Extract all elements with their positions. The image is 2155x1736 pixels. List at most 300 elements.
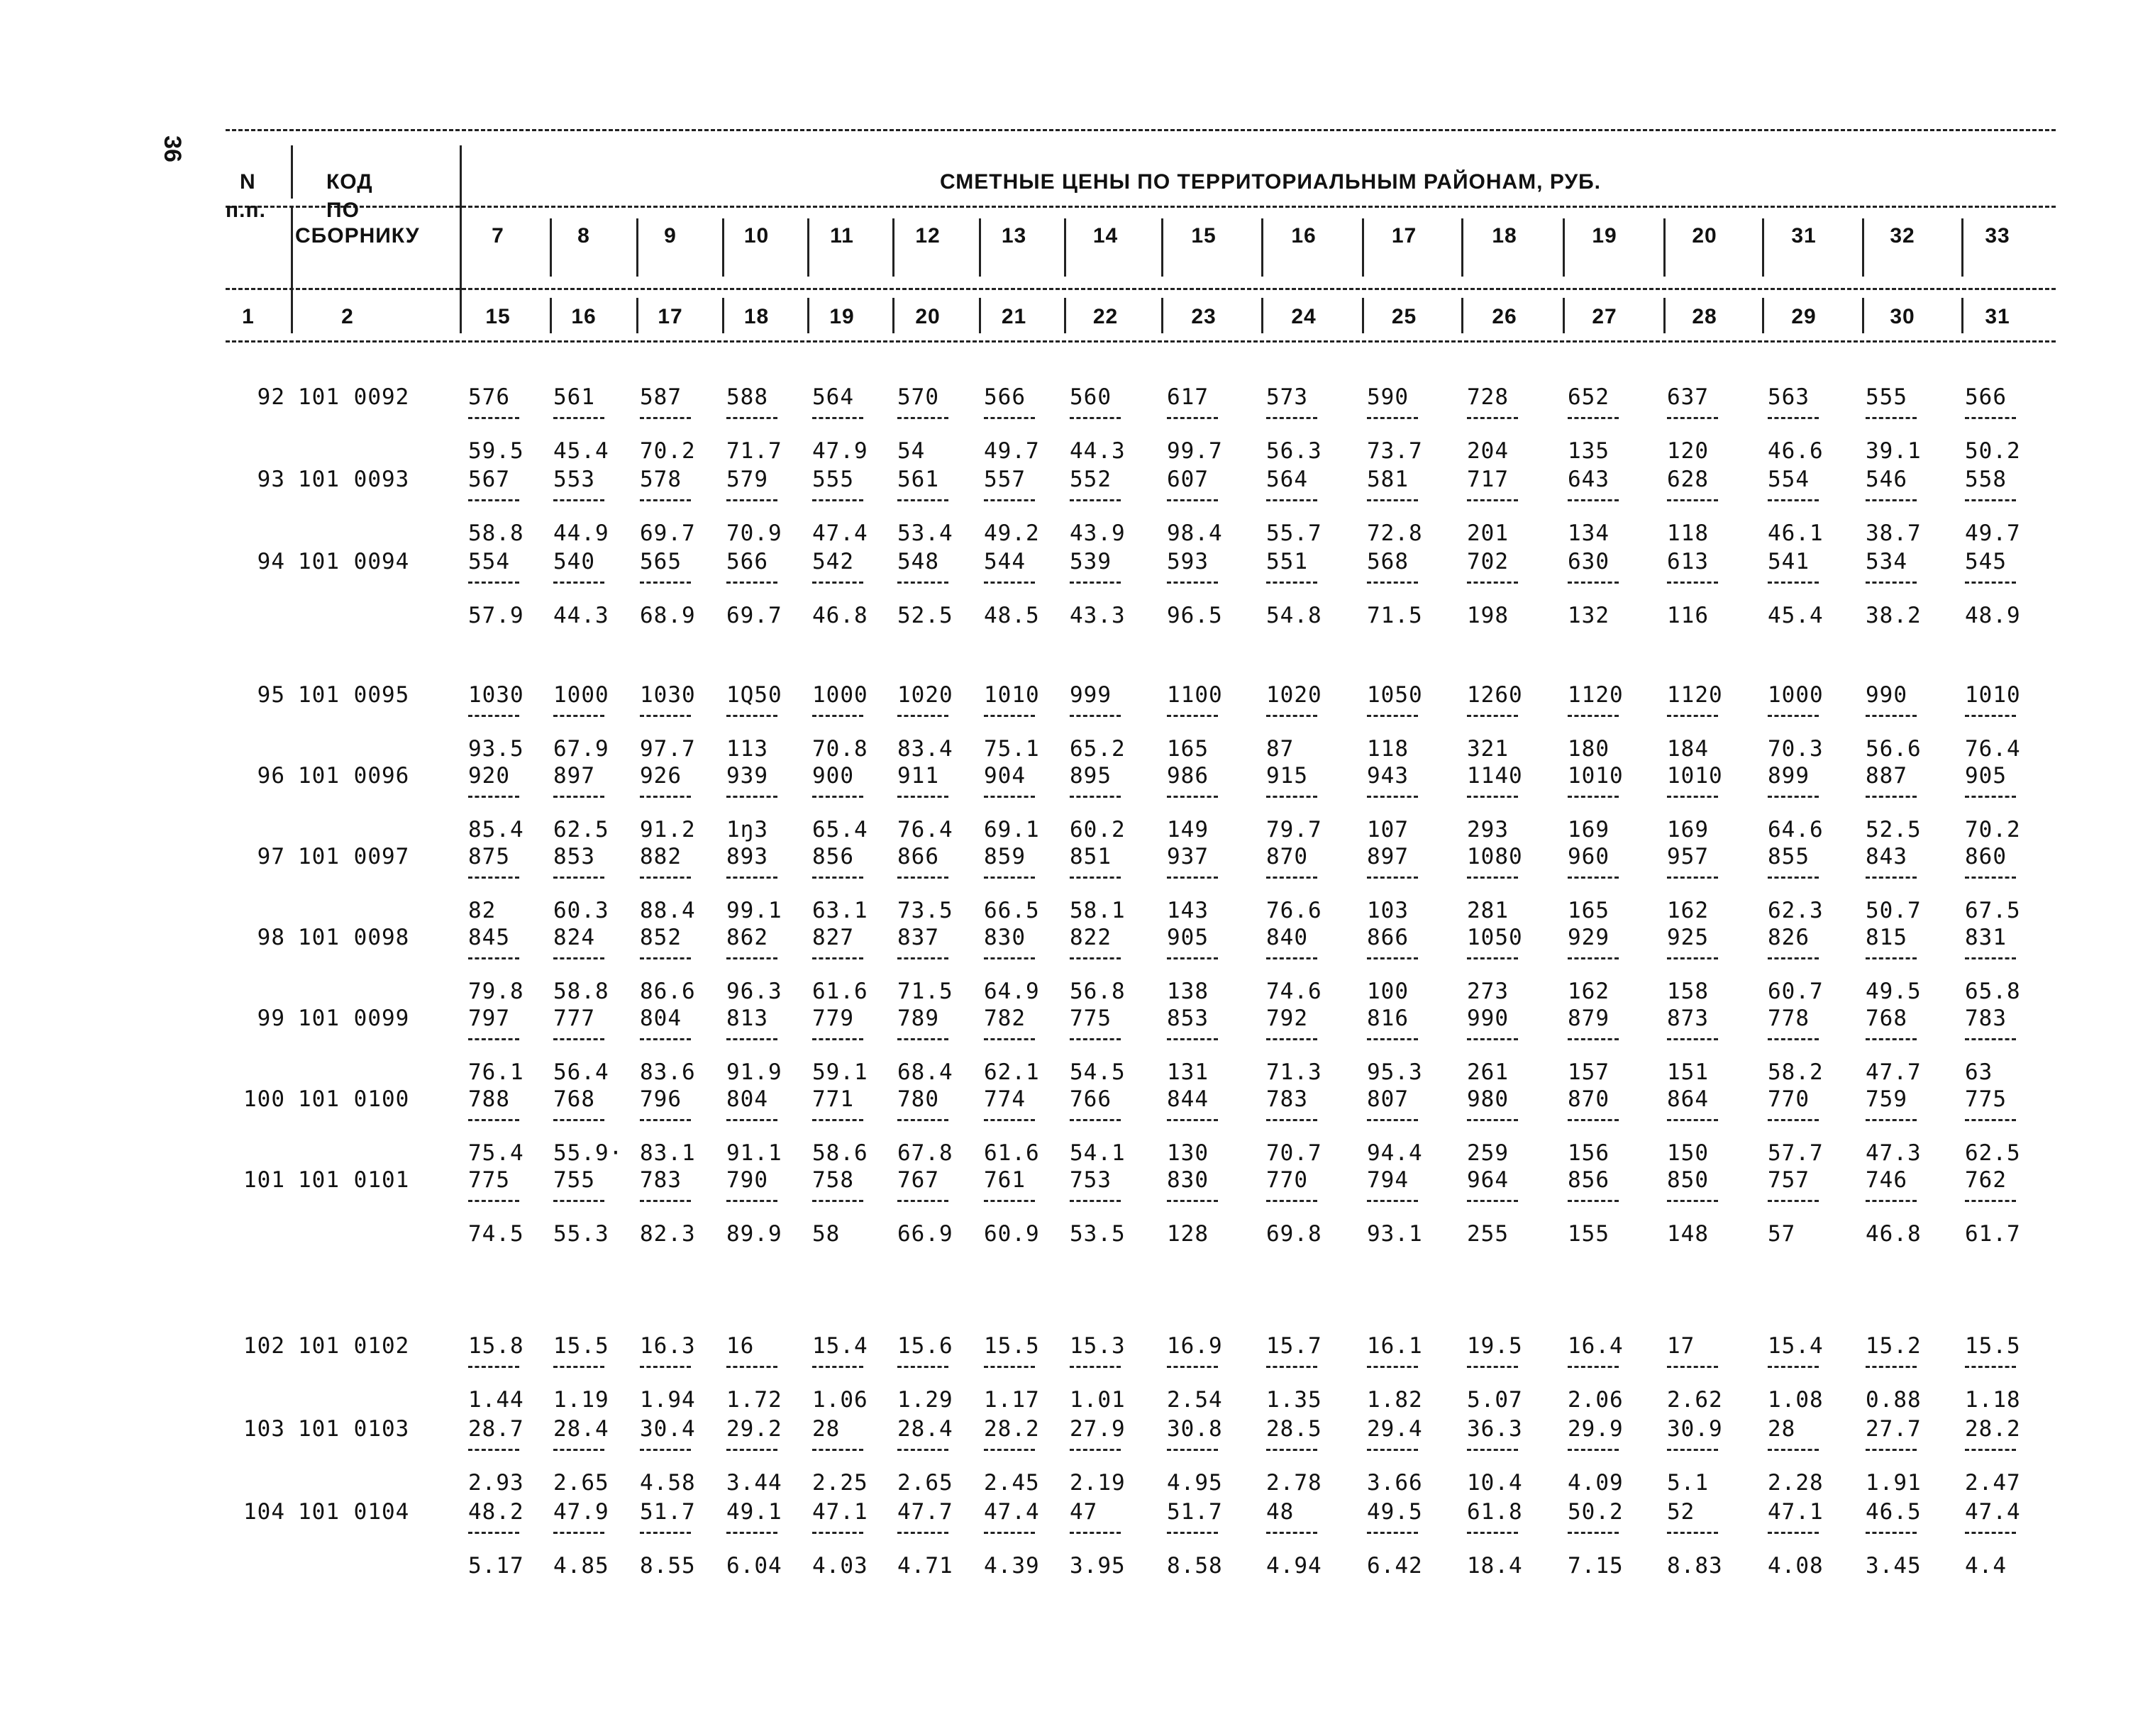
labour-cell: 56.6 — [1866, 736, 1922, 762]
fraction-bar — [897, 1038, 948, 1040]
fraction-bar — [1866, 1200, 1917, 1202]
labour-cell: 83.6 — [640, 1059, 696, 1085]
row-code: 101 0104 — [298, 1499, 410, 1525]
labour-cell: 180 — [1568, 736, 1610, 762]
fraction-bar — [1866, 957, 1917, 959]
price-cell: 566 — [984, 384, 1026, 410]
fraction-bar — [1965, 1532, 2016, 1534]
labour-cell: 3.45 — [1866, 1553, 1922, 1579]
price-cell: 778 — [1768, 1006, 1810, 1031]
labour-cell: 8.83 — [1667, 1553, 1723, 1579]
price-cell: 47.1 — [812, 1499, 868, 1525]
labour-cell: 1.18 — [1965, 1387, 2021, 1413]
price-cell: 804 — [726, 1086, 768, 1112]
fraction-bar — [1667, 582, 1718, 584]
fraction-bar — [553, 582, 604, 584]
labour-cell: 62.5 — [553, 817, 609, 842]
fraction-bar — [984, 417, 1035, 419]
fraction-bar — [468, 715, 519, 717]
fraction-bar — [1866, 877, 1917, 879]
fraction-bar — [812, 1366, 863, 1368]
labour-cell: 155 — [1568, 1221, 1610, 1247]
labour-cell: 97.7 — [640, 736, 696, 762]
fraction-bar — [984, 1449, 1035, 1451]
price-cell: 576 — [468, 384, 510, 410]
fraction-bar — [553, 1200, 604, 1202]
fraction-bar — [1167, 1038, 1218, 1040]
price-cell: 895 — [1070, 763, 1112, 789]
fraction-bar — [1070, 1200, 1121, 1202]
fraction-bar — [1768, 1200, 1819, 1202]
labour-cell: 156 — [1568, 1140, 1610, 1166]
price-cell: 870 — [1266, 844, 1308, 869]
fraction-bar — [1667, 877, 1718, 879]
labour-cell: 66.9 — [897, 1221, 953, 1247]
region-label: 12 — [915, 224, 941, 247]
price-cell: 813 — [726, 1006, 768, 1031]
labour-cell: 58 — [812, 1221, 841, 1247]
price-cell: 1020 — [897, 682, 953, 708]
labour-cell: 321 — [1467, 736, 1509, 762]
labour-cell: 89.9 — [726, 1221, 782, 1247]
price-cell: 779 — [812, 1006, 854, 1031]
fraction-bar — [640, 582, 691, 584]
labour-cell: 79.8 — [468, 979, 524, 1004]
fraction-bar — [1070, 1532, 1121, 1534]
fraction-bar — [1070, 499, 1121, 501]
fraction-bar — [1070, 877, 1121, 879]
fraction-bar — [897, 715, 948, 717]
price-cell: 607 — [1167, 467, 1209, 492]
price-cell: 1120 — [1568, 682, 1624, 708]
fraction-bar — [897, 417, 948, 419]
labour-cell: 2.54 — [1167, 1387, 1223, 1413]
fraction-bar — [1768, 499, 1819, 501]
labour-cell: 150 — [1667, 1140, 1709, 1166]
price-cell: 48.2 — [468, 1499, 524, 1525]
fraction-bar — [468, 877, 519, 879]
labour-cell: 96.5 — [1167, 603, 1223, 628]
fraction-bar — [812, 877, 863, 879]
labour-cell: 1.91 — [1866, 1470, 1922, 1496]
fraction-bar — [1866, 715, 1917, 717]
price-cell: 47.4 — [984, 1499, 1040, 1525]
row-number: 99 — [257, 1006, 285, 1031]
labour-cell: 54.5 — [1070, 1059, 1126, 1085]
price-cell: 770 — [1266, 1167, 1308, 1193]
labour-cell: 82 — [468, 898, 497, 923]
region-label: 13 — [1001, 224, 1027, 247]
price-cell: 789 — [897, 1006, 939, 1031]
price-cell: 796 — [640, 1086, 682, 1112]
fraction-bar — [1467, 1366, 1518, 1368]
labour-cell: 4.94 — [1266, 1553, 1322, 1579]
price-cell: 925 — [1667, 925, 1709, 950]
labour-cell: 143 — [1167, 898, 1209, 923]
price-cell: 16.1 — [1367, 1333, 1423, 1359]
labour-cell: 63.1 — [812, 898, 868, 923]
price-cell: 47.7 — [897, 1499, 953, 1525]
fraction-bar — [1667, 1038, 1718, 1040]
labour-cell: 75.1 — [984, 736, 1040, 762]
labour-cell: 2.47 — [1965, 1470, 2021, 1496]
fraction-bar — [1667, 1532, 1718, 1534]
labour-cell: 70.9 — [726, 521, 782, 546]
fraction-bar — [984, 1366, 1035, 1368]
region-label: 17 — [1391, 224, 1417, 247]
labour-cell: 87 — [1266, 736, 1295, 762]
row-code: 101 0098 — [298, 925, 410, 950]
labour-cell: 2.62 — [1667, 1387, 1723, 1413]
labour-cell: 52.5 — [1866, 817, 1922, 842]
price-cell: 775 — [468, 1167, 510, 1193]
labour-cell: 46.8 — [1866, 1221, 1922, 1247]
price-cell: 753 — [1070, 1167, 1112, 1193]
fraction-bar — [553, 1038, 604, 1040]
labour-cell: 2.65 — [897, 1470, 953, 1496]
fraction-bar — [1768, 1119, 1819, 1121]
fraction-bar — [468, 1200, 519, 1202]
fraction-bar — [897, 1532, 948, 1534]
labour-cell: 204 — [1467, 438, 1509, 464]
labour-cell: 64.6 — [1768, 817, 1824, 842]
labour-cell: 47.4 — [812, 521, 868, 546]
price-cell: 815 — [1866, 925, 1907, 950]
labour-cell: 69.1 — [984, 817, 1040, 842]
fraction-bar — [984, 499, 1035, 501]
price-cell: 15.6 — [897, 1333, 953, 1359]
fraction-bar — [812, 796, 863, 798]
fraction-bar — [984, 715, 1035, 717]
fraction-bar — [1367, 715, 1418, 717]
price-cell: 774 — [984, 1086, 1026, 1112]
price-cell: 1140 — [1467, 763, 1523, 789]
labour-cell: 69.8 — [1266, 1221, 1322, 1247]
price-cell: 899 — [1768, 763, 1810, 789]
labour-cell: 49.7 — [984, 438, 1040, 464]
labour-cell: 57 — [1768, 1221, 1796, 1247]
price-cell: 553 — [553, 467, 595, 492]
labour-cell: 5.07 — [1467, 1387, 1523, 1413]
fraction-bar — [1467, 796, 1518, 798]
fraction-bar — [1367, 796, 1418, 798]
labour-cell: 91.9 — [726, 1059, 782, 1085]
fraction-bar — [468, 796, 519, 798]
fraction-bar — [468, 1449, 519, 1451]
labour-cell: 46.1 — [1768, 521, 1824, 546]
labour-cell: 2.93 — [468, 1470, 524, 1496]
labour-cell: 1.19 — [553, 1387, 609, 1413]
index-label: 1 — [242, 305, 255, 328]
price-cell: 565 — [640, 549, 682, 574]
index-label: 27 — [1592, 305, 1617, 328]
price-cell: 16.3 — [640, 1333, 696, 1359]
fraction-bar — [1167, 499, 1218, 501]
fraction-bar — [1568, 715, 1619, 717]
price-cell: 30.9 — [1667, 1416, 1723, 1442]
fraction-bar — [1568, 1449, 1619, 1451]
labour-cell: 58.1 — [1070, 898, 1126, 923]
row-number: 96 — [257, 763, 285, 789]
price-cell: 852 — [640, 925, 682, 950]
fraction-bar — [1768, 1038, 1819, 1040]
fraction-bar — [897, 877, 948, 879]
fraction-bar — [812, 1038, 863, 1040]
fraction-bar — [1667, 715, 1718, 717]
labour-cell: 62.1 — [984, 1059, 1040, 1085]
price-cell: 47.1 — [1768, 1499, 1824, 1525]
fraction-bar — [1467, 582, 1518, 584]
price-cell: 590 — [1367, 384, 1409, 410]
labour-cell: 64.9 — [984, 979, 1040, 1004]
fraction-bar — [1568, 1200, 1619, 1202]
labour-cell: 1.08 — [1768, 1387, 1824, 1413]
fraction-bar — [1965, 796, 2016, 798]
price-cell: 770 — [1768, 1086, 1810, 1112]
labour-cell: 54 — [897, 438, 926, 464]
fraction-bar — [553, 877, 604, 879]
price-cell: 548 — [897, 549, 939, 574]
price-cell: 557 — [984, 467, 1026, 492]
price-cell: 766 — [1070, 1086, 1112, 1112]
price-cell: 1100 — [1167, 682, 1223, 708]
labour-cell: 169 — [1667, 817, 1709, 842]
fraction-bar — [1667, 1449, 1718, 1451]
price-cell: 49.5 — [1367, 1499, 1423, 1525]
fraction-bar — [1367, 1532, 1418, 1534]
price-cell: 545 — [1965, 549, 2007, 574]
fraction-bar — [897, 582, 948, 584]
price-cell: 563 — [1768, 384, 1810, 410]
fraction-bar — [984, 957, 1035, 959]
fraction-bar — [1070, 1449, 1121, 1451]
fraction-bar — [640, 715, 691, 717]
labour-cell: 62.5 — [1965, 1140, 2021, 1166]
price-cell: 47.9 — [553, 1499, 609, 1525]
price-cell: 28.4 — [897, 1416, 953, 1442]
labour-cell: 49.2 — [984, 521, 1040, 546]
price-cell: 1020 — [1266, 682, 1322, 708]
fraction-bar — [812, 715, 863, 717]
labour-cell: 113 — [726, 736, 768, 762]
row-code: 101 0094 — [298, 549, 410, 574]
fraction-bar — [1167, 957, 1218, 959]
labour-cell: 148 — [1667, 1221, 1709, 1247]
price-cell: 652 — [1568, 384, 1610, 410]
fraction-bar — [726, 1119, 777, 1121]
price-cell: 27.9 — [1070, 1416, 1126, 1442]
price-cell: 897 — [1367, 844, 1409, 869]
region-label: 16 — [1291, 224, 1317, 247]
fraction-bar — [553, 1532, 604, 1534]
labour-cell: 151 — [1667, 1059, 1709, 1085]
fraction-bar — [1965, 715, 2016, 717]
labour-cell: 61.6 — [812, 979, 868, 1004]
fraction-bar — [984, 582, 1035, 584]
fraction-bar — [984, 1038, 1035, 1040]
labour-cell: 118 — [1667, 521, 1709, 546]
header-n: N — [240, 170, 256, 194]
fraction-bar — [1467, 1449, 1518, 1451]
fraction-bar — [640, 499, 691, 501]
labour-cell: 38.2 — [1866, 603, 1922, 628]
price-cell: 1030 — [640, 682, 696, 708]
price-cell: 757 — [1768, 1167, 1810, 1193]
fraction-bar — [1266, 1449, 1317, 1451]
fraction-bar — [1866, 1119, 1917, 1121]
price-cell: 1080 — [1467, 844, 1523, 869]
fraction-bar — [553, 715, 604, 717]
price-cell: 15.8 — [468, 1333, 524, 1359]
index-label: 2 — [341, 305, 354, 328]
fraction-bar — [1167, 417, 1218, 419]
price-cell: 628 — [1667, 467, 1709, 492]
price-cell: 560 — [1070, 384, 1112, 410]
fraction-bar — [1367, 1119, 1418, 1121]
fraction-bar — [812, 1200, 863, 1202]
labour-cell: 2.78 — [1266, 1470, 1322, 1496]
price-cell: 827 — [812, 925, 854, 950]
price-cell: 929 — [1568, 925, 1610, 950]
price-cell: 990 — [1866, 682, 1907, 708]
fraction-bar — [468, 499, 519, 501]
labour-cell: 58.8 — [553, 979, 609, 1004]
header-pp: п.п. — [226, 199, 266, 222]
fraction-bar — [726, 1449, 777, 1451]
price-cell: 27.7 — [1866, 1416, 1922, 1442]
fraction-bar — [1965, 1366, 2016, 1368]
fraction-bar — [1367, 1038, 1418, 1040]
price-cell: 780 — [897, 1086, 939, 1112]
page-number: 36 — [159, 135, 186, 162]
fraction-bar — [1568, 417, 1619, 419]
labour-cell: 162 — [1667, 898, 1709, 923]
fraction-bar — [812, 957, 863, 959]
price-cell: 28.7 — [468, 1416, 524, 1442]
labour-cell: 71.3 — [1266, 1059, 1322, 1085]
fraction-bar — [1167, 1532, 1218, 1534]
labour-cell: 71.5 — [897, 979, 953, 1004]
labour-cell: 54.1 — [1070, 1140, 1126, 1166]
fraction-bar — [1866, 1449, 1917, 1451]
price-cell: 539 — [1070, 549, 1112, 574]
fraction-bar — [897, 957, 948, 959]
labour-cell: 134 — [1568, 521, 1610, 546]
fraction-bar — [1568, 1119, 1619, 1121]
labour-cell: 76.1 — [468, 1059, 524, 1085]
fraction-bar — [984, 796, 1035, 798]
labour-cell: 1.35 — [1266, 1387, 1322, 1413]
labour-cell: 91.2 — [640, 817, 696, 842]
fraction-bar — [1467, 957, 1518, 959]
price-cell: 887 — [1866, 763, 1907, 789]
price-cell: 875 — [468, 844, 510, 869]
region-label: 9 — [664, 224, 677, 247]
labour-cell: 18.4 — [1467, 1553, 1523, 1579]
labour-cell: 46.6 — [1768, 438, 1824, 464]
price-cell: 49.1 — [726, 1499, 782, 1525]
fraction-bar — [1367, 582, 1418, 584]
fraction-bar — [897, 1200, 948, 1202]
fraction-bar — [1167, 1449, 1218, 1451]
price-cell: 561 — [897, 467, 939, 492]
row-number: 94 — [257, 549, 285, 574]
labour-cell: 88.4 — [640, 898, 696, 923]
price-cell: 939 — [726, 763, 768, 789]
price-cell: 28 — [1768, 1416, 1796, 1442]
price-cell: 554 — [468, 549, 510, 574]
fraction-bar — [1266, 582, 1317, 584]
price-cell: 926 — [640, 763, 682, 789]
labour-cell: 4.95 — [1167, 1470, 1223, 1496]
fraction-bar — [1965, 877, 2016, 879]
labour-cell: 8.58 — [1167, 1553, 1223, 1579]
fraction-bar — [1367, 1449, 1418, 1451]
fraction-bar — [468, 1532, 519, 1534]
row-number: 102 — [243, 1333, 285, 1359]
labour-cell: 4.4 — [1965, 1553, 2007, 1579]
labour-cell: 2.19 — [1070, 1470, 1126, 1496]
price-cell: 15.2 — [1866, 1333, 1922, 1359]
price-cell: 1260 — [1467, 682, 1523, 708]
row-number: 97 — [257, 844, 285, 869]
index-label: 24 — [1291, 305, 1317, 328]
labour-cell: 7.15 — [1568, 1553, 1624, 1579]
labour-cell: 76.4 — [897, 817, 953, 842]
index-label: 28 — [1692, 305, 1717, 328]
fraction-bar — [1367, 417, 1418, 419]
fraction-bar — [1768, 582, 1819, 584]
fraction-bar — [1266, 1200, 1317, 1202]
price-cell: 845 — [468, 925, 510, 950]
price-cell: 15.5 — [1965, 1333, 2021, 1359]
row-number: 101 — [243, 1167, 285, 1193]
fraction-bar — [640, 1366, 691, 1368]
region-label: 7 — [492, 224, 504, 247]
price-cell: 555 — [812, 467, 854, 492]
labour-cell: 49.5 — [1866, 979, 1922, 1004]
labour-cell: 165 — [1167, 736, 1209, 762]
price-cell: 905 — [1965, 763, 2007, 789]
fraction-bar — [897, 1119, 948, 1121]
fraction-bar — [1568, 877, 1619, 879]
fraction-bar — [897, 796, 948, 798]
price-cell: 816 — [1367, 1006, 1409, 1031]
price-cell: 788 — [468, 1086, 510, 1112]
index-label: 16 — [571, 305, 597, 328]
price-cell: 893 — [726, 844, 768, 869]
fraction-bar — [1070, 582, 1121, 584]
labour-cell: 1.82 — [1367, 1387, 1423, 1413]
fraction-bar — [468, 1119, 519, 1121]
labour-cell: 138 — [1167, 979, 1209, 1004]
price-cell: 783 — [1965, 1006, 2007, 1031]
index-label: 23 — [1191, 305, 1217, 328]
price-cell: 826 — [1768, 925, 1810, 950]
labour-cell: 5.1 — [1667, 1470, 1709, 1496]
price-cell: 759 — [1866, 1086, 1907, 1112]
labour-cell: 1.29 — [897, 1387, 953, 1413]
price-cell: 617 — [1167, 384, 1209, 410]
row-code: 101 0096 — [298, 763, 410, 789]
fraction-bar — [726, 1366, 777, 1368]
labour-cell: 132 — [1568, 603, 1610, 628]
fraction-bar — [812, 417, 863, 419]
region-label: 15 — [1191, 224, 1217, 247]
labour-cell: 39.1 — [1866, 438, 1922, 464]
row-code: 101 0097 — [298, 844, 410, 869]
header-rule — [226, 206, 2056, 208]
